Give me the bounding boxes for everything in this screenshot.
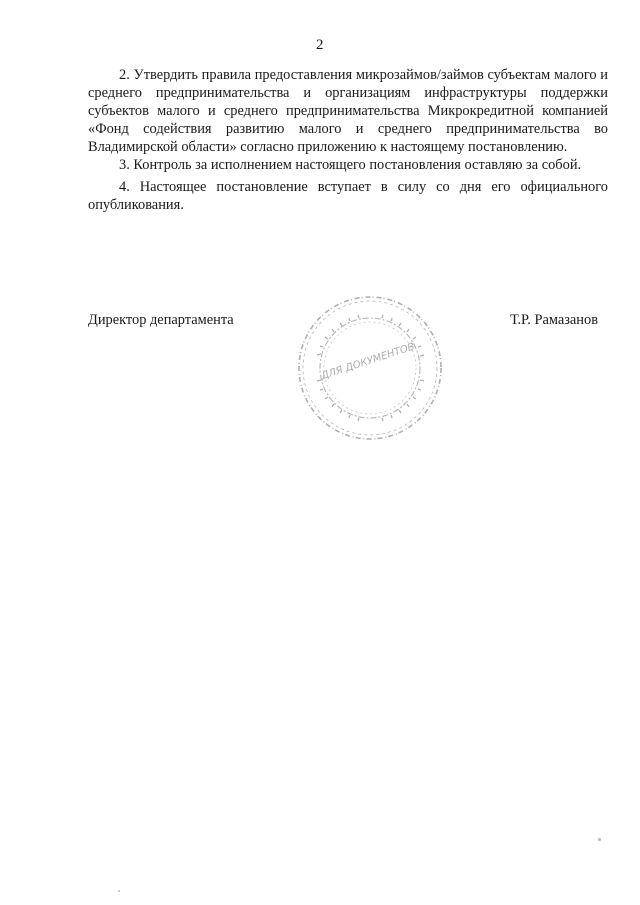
paragraph-item-4: 4. Настоящее постановление вступает в силу со дня его официального опубликования.: [88, 179, 608, 213]
stamp-center-text: ДЛЯ ДОКУМЕНТОВ: [319, 341, 417, 383]
official-seal-stamp: [295, 293, 445, 443]
document-body: [88, 66, 608, 214]
signatory-name: Т.Р. Рамазанов: [510, 312, 598, 328]
scan-speck: [598, 838, 601, 841]
page-number: 2: [316, 37, 324, 53]
scan-speck: [118, 890, 120, 892]
signatory-position: Директор департамента: [88, 312, 234, 328]
paragraph-item-2: 2. Утвердить правила предоставления микрозаймов/займов субъектам малого и среднего предпринимательства и организациям инфраструктуры поддержки субъектов малого и среднего предпринимательства Микрокредитной компанией «Фонд содействия развитию малого и среднего предпринимательства во Владимирской области» согласно приложению к настоящему постановлению.: [88, 67, 608, 155]
paragraph-item-3: 3. Контроль за исполнением настоящего постановления оставляю за собой.: [119, 157, 582, 173]
